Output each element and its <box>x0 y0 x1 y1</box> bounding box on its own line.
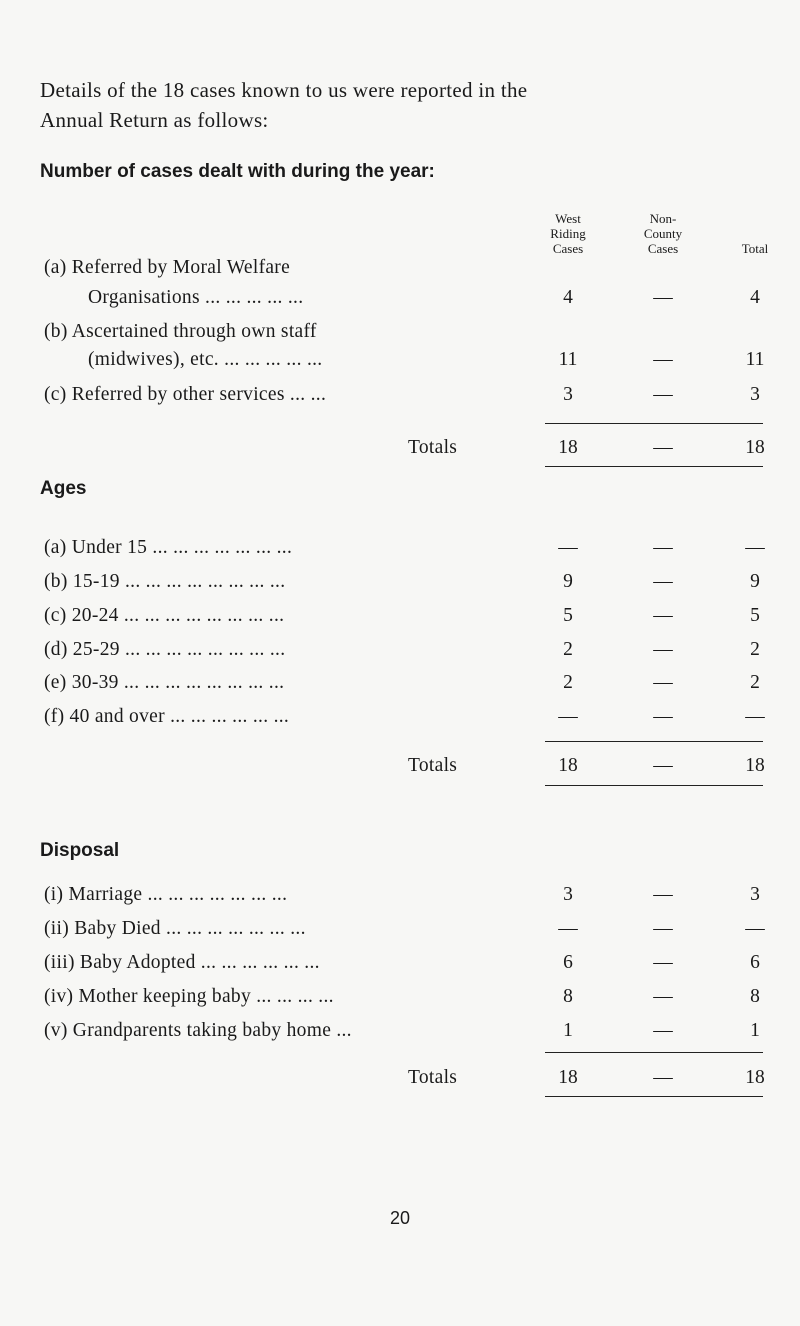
cell-non-county: — <box>653 672 673 693</box>
section-heading-cases: Number of cases dealt with during the year: <box>40 161 435 182</box>
total-total: 18 <box>745 755 765 776</box>
total-non-county: — <box>653 1067 673 1088</box>
row-label: (midwives), etc. ... ... ... ... ... <box>88 349 323 370</box>
row-label: (b) 15-19 ... ... ... ... ... ... ... ... <box>44 571 286 592</box>
cell-west-riding: — <box>558 918 578 939</box>
cell-non-county: — <box>653 918 673 939</box>
total-non-county: — <box>653 755 673 776</box>
intro-line-2: Annual Return as follows: <box>40 108 269 132</box>
row-label: (i) Marriage ... ... ... ... ... ... ... <box>44 884 288 905</box>
cell-total: 3 <box>750 384 760 405</box>
cell-west-riding: 4 <box>563 287 573 308</box>
totals-rule-bottom <box>545 466 763 467</box>
cell-non-county: — <box>653 1020 673 1041</box>
cell-non-county: — <box>653 706 673 727</box>
total-non-county: — <box>653 437 673 458</box>
cell-total: 2 <box>750 672 760 693</box>
row-label: (f) 40 and over ... ... ... ... ... ... <box>44 706 290 727</box>
row-label: (b) Ascertained through own staff <box>44 321 317 342</box>
column-header-line: West <box>555 211 581 226</box>
totals-rule-top <box>545 423 763 424</box>
totals-rule-top <box>545 741 763 742</box>
cell-non-county: — <box>653 986 673 1007</box>
cell-non-county: — <box>653 639 673 660</box>
cell-total: 5 <box>750 605 760 626</box>
row-label: (a) Under 15 ... ... ... ... ... ... ... <box>44 537 293 558</box>
cell-west-riding: 8 <box>563 986 573 1007</box>
cell-west-riding: 5 <box>563 605 573 626</box>
cell-total: 9 <box>750 571 760 592</box>
cell-non-county: — <box>653 384 673 405</box>
totals-label: Totals <box>408 755 458 776</box>
cell-total: 3 <box>750 884 760 905</box>
totals-rule-top <box>545 1052 763 1053</box>
column-header-line: Non- <box>649 211 677 226</box>
section-heading-ages: Ages <box>40 478 87 499</box>
row-label: (c) 20-24 ... ... ... ... ... ... ... ... <box>44 605 285 626</box>
column-header-line: Cases <box>552 241 584 256</box>
column-header-non-county <box>618 211 708 256</box>
total-west-riding: 18 <box>558 437 578 458</box>
row-label: (e) 30-39 ... ... ... ... ... ... ... ... <box>44 672 285 693</box>
cell-non-county: — <box>653 287 673 308</box>
cell-total: — <box>745 537 765 558</box>
totals-rule-bottom <box>545 1096 763 1097</box>
cell-total: 6 <box>750 952 760 973</box>
totals-rule-bottom <box>545 785 763 786</box>
row-label: Organisations ... ... ... ... ... <box>88 287 304 308</box>
cell-non-county: — <box>653 605 673 626</box>
column-header-line: Riding <box>550 226 586 241</box>
cell-total: — <box>745 918 765 939</box>
cell-total: 1 <box>750 1020 760 1041</box>
row-label: (iii) Baby Adopted ... ... ... ... ... ... <box>44 952 320 973</box>
totals-label: Totals <box>408 437 458 458</box>
page-number: 20 <box>389 1208 411 1228</box>
total-total: 18 <box>745 437 765 458</box>
column-header-line: County <box>643 226 683 241</box>
column-header-west-riding <box>523 211 613 256</box>
cell-west-riding: 2 <box>563 639 573 660</box>
cell-west-riding: 9 <box>563 571 573 592</box>
cell-total: 8 <box>750 986 760 1007</box>
cell-non-county: — <box>653 952 673 973</box>
row-label: (a) Referred by Moral Welfare <box>44 257 291 278</box>
cell-west-riding: 2 <box>563 672 573 693</box>
intro-line-1: Details of the 18 cases known to us were reported in the <box>40 78 528 102</box>
row-label: (d) 25-29 ... ... ... ... ... ... ... ... <box>44 639 286 660</box>
row-label: (iv) Mother keeping baby ... ... ... ... <box>44 986 334 1007</box>
row-label: (c) Referred by other services ... ... <box>44 384 327 405</box>
cell-west-riding: — <box>558 706 578 727</box>
section-heading-disposal: Disposal <box>40 840 120 861</box>
total-total: 18 <box>745 1067 765 1088</box>
cell-west-riding: 11 <box>558 349 578 370</box>
cell-west-riding: 3 <box>563 884 573 905</box>
cell-total: 4 <box>750 287 760 308</box>
cell-west-riding: 6 <box>563 952 573 973</box>
cell-non-county: — <box>653 884 673 905</box>
cell-total: 2 <box>750 639 760 660</box>
cell-west-riding: 1 <box>563 1020 573 1041</box>
totals-label: Totals <box>408 1067 458 1088</box>
cell-total: 11 <box>745 349 765 370</box>
row-label: (ii) Baby Died ... ... ... ... ... ... ... <box>44 918 306 939</box>
cell-non-county: — <box>653 571 673 592</box>
total-west-riding: 18 <box>558 755 578 776</box>
column-header-line: Cases <box>647 241 679 256</box>
cell-total: — <box>745 706 765 727</box>
cell-non-county: — <box>653 349 673 370</box>
row-label: (v) Grandparents taking baby home ... <box>44 1020 352 1041</box>
cell-non-county: — <box>653 537 673 558</box>
total-west-riding: 18 <box>558 1067 578 1088</box>
cell-west-riding: — <box>558 537 578 558</box>
cell-west-riding: 3 <box>563 384 573 405</box>
column-header-total: Total <box>741 241 769 256</box>
